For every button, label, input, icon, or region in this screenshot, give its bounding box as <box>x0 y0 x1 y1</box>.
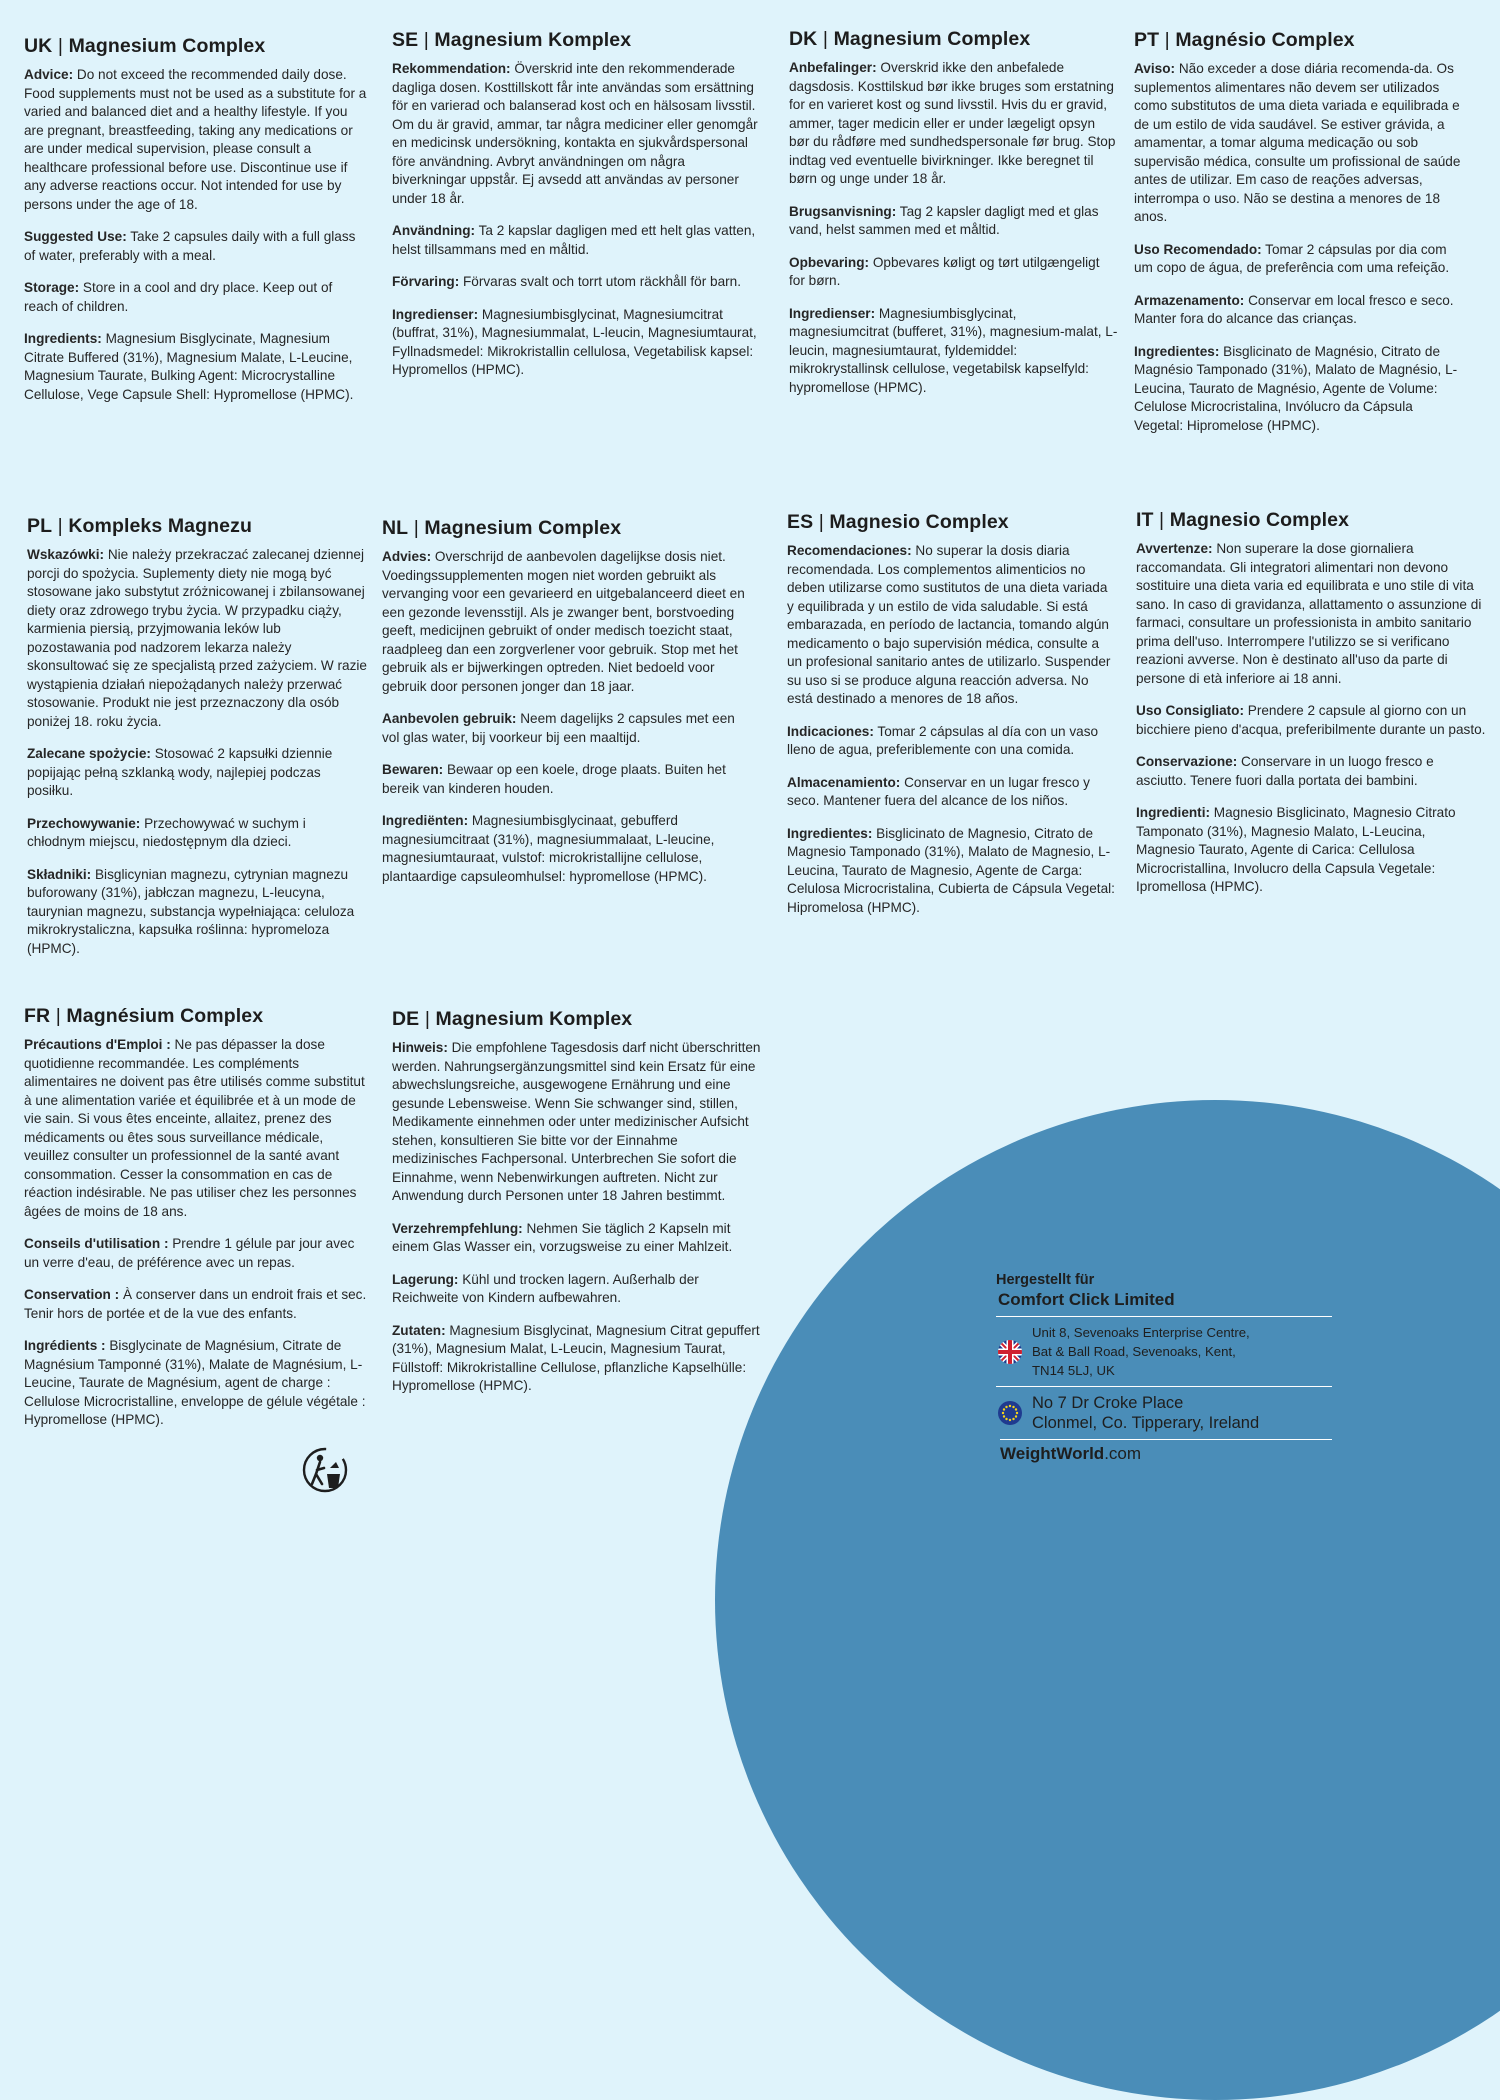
language-code: NL <box>382 517 409 539</box>
paragraph-text: Magnesiumbisglycinat, Magnesiumcitrat (buffrat, 31%), Magnesiummalat, L-leucin, Magnesiumtaurat, Fyllnadsmedel: Mikrokristallin cellulosa, Vegetabilisk kapsel: Hypromellos (HPMC). <box>392 306 757 377</box>
paragraph-label: Conservation : <box>24 1287 120 1302</box>
paragraph-label: Uso Consigliato: <box>1136 703 1244 718</box>
paragraph-text: Neem dagelijks 2 capsules met een vol glas water, bij voorkeur bij een maaltijd. <box>382 711 735 745</box>
product-title: Magnésium Complex <box>66 1005 264 1027</box>
paragraph-label: Uso Recomendado: <box>1134 241 1262 257</box>
section-paragraph <box>787 774 1117 811</box>
paragraph-label: Ingrédients : <box>24 1338 106 1353</box>
paragraph-label: Aviso: <box>1134 61 1176 76</box>
section-paragraph <box>24 66 369 214</box>
paragraph-text: Conservar en un lugar fresco y seco. Mantener fuera del alcance de los niños. <box>787 774 1090 808</box>
website-suffix: .com <box>1104 1444 1142 1463</box>
title-separator: | <box>817 28 834 50</box>
title-separator: | <box>1159 29 1176 51</box>
section-title <box>24 34 369 58</box>
language-code: PL <box>27 515 53 537</box>
section-paragraph <box>392 1322 762 1396</box>
paragraph-label: Ingredienser: <box>789 305 876 321</box>
title-separator: | <box>408 517 425 539</box>
section-title <box>392 1007 762 1031</box>
product-title: Magnesio Complex <box>1169 509 1350 531</box>
section-fr <box>24 1004 369 1444</box>
section-paragraph <box>789 254 1119 291</box>
paragraph-label: Ingredienti: <box>1136 805 1211 820</box>
section-paragraph <box>27 866 367 959</box>
section-paragraph <box>1134 292 1464 329</box>
section-paragraph <box>27 546 367 731</box>
website-name: WeightWorld <box>1000 1444 1105 1463</box>
paragraph-label: Aanbevolen gebruik: <box>382 711 517 726</box>
paragraph-text: Bisglycinate de Magnésium, Citrate de Magnésium Tamponné (31%), Malate de Magnésium, L-Leucine, Taurate de Magnésium, agent de charge : Cellulose Microcristalline, enveloppe de gélule végétale : Hypromellose (HPMC). <box>24 1338 366 1427</box>
paragraph-text: Conservar em local fresco e seco. Manter fora do alcance das crianças. <box>1134 292 1454 326</box>
paragraph-label: Zutaten: <box>392 1322 446 1338</box>
section-de <box>392 1007 762 1410</box>
paragraph-label: Advice: <box>24 67 74 82</box>
section-paragraph <box>392 60 762 208</box>
section-paragraph <box>392 306 762 380</box>
uk-flag-icon <box>998 1340 1022 1364</box>
section-paragraph <box>382 548 752 696</box>
paragraph-label: Przechowywanie: <box>27 815 141 831</box>
paragraph-text: À conserver dans un endroit frais et sec. Tenir hors de portée et de la vue des enfants. <box>24 1287 367 1321</box>
paragraph-text: Stosować 2 kapsułki dziennie popijając pełną szklanką wody, najlepiej podczas posiłku. <box>27 746 333 798</box>
paragraph-text: Store in a cool and dry place. Keep out of reach of children. <box>24 280 333 314</box>
ie-address-line: Clonmel, Co. Tipperary, Ireland <box>1032 1414 1260 1432</box>
uk-address <box>1032 1323 1250 1380</box>
paragraph-label: Anbefalinger: <box>789 60 877 75</box>
section-paragraph <box>24 1286 369 1323</box>
section-pl <box>27 514 367 972</box>
section-paragraph <box>27 815 367 852</box>
paragraph-label: Armazenamento: <box>1134 292 1245 308</box>
section-paragraph <box>787 825 1117 918</box>
paragraph-text: Conservare in un luogo fresco e asciutto. Tenere fuori dalla portata dei bambini. <box>1136 754 1434 788</box>
paragraph-label: Bewaren: <box>382 762 444 777</box>
section-paragraph <box>789 203 1119 240</box>
title-separator: | <box>419 1008 436 1030</box>
section-paragraph <box>24 1337 369 1430</box>
title-separator: | <box>52 515 69 537</box>
paragraph-label: Opbevaring: <box>789 254 870 270</box>
section-title <box>24 1004 369 1028</box>
title-separator: | <box>50 1005 67 1027</box>
section-paragraph <box>789 305 1119 398</box>
paragraph-text: Magnesio Bisglicinato, Magnesio Citrato Tamponato (31%), Magnesio Malato, L-Leucina, Magnesio Taurato, Agente di Carica: Cellulosa Microcristallina, Involucro della Capsula Vegetale: Ipromellosa (HPMC). <box>1136 805 1456 894</box>
section-title <box>392 28 762 52</box>
paragraph-text: Bisglicinato de Magnesio, Citrato de Magnesio Tamponado (31%), Malato de Magnesio, L-Leucina, Taurato de Magnesio, Agente de Carga: Celulosa Microcristalina, Cubierta de Cápsula Vegetal: Hipromelosa (HPMC). <box>787 825 1115 915</box>
section-paragraph <box>392 273 762 292</box>
section-paragraph <box>24 1036 369 1221</box>
paragraph-text: Non superare la dose giornaliera raccomandata. Gli integratori alimentari non devono sostituire una dieta varia ed equilibrata e uno stile di vita sano. In caso di gravidanza, allattamento o assunzione di farmaci, consultare un professionista in ambito sanitario prima dell'uso. Interrompere l'utilizzo se si verificano reazioni avverse. Non è destinato all'uso da parte di persone di età inferiore ai 18 anni. <box>1136 541 1482 686</box>
paragraph-text: Overschrijd de aanbevolen dagelijkse dosis niet. Voedingssupplementen mogen niet worden gebruikt als vervanging voor een gevarieerd en uitgebalanceerd dieet en een gezonde levensstijl. Als je zwanger bent, borstvoeding geeft, medicijnen gebruikt of onder medisch toezicht staat, raadpleeg dan een zorgverlener voor gebruik. Stop met het gebruik als er bijwerkingen optreden. Niet bedoeld voor gebruik door personen jonger dan 18 jaar. <box>382 549 745 694</box>
product-title: Magnesium Komplex <box>435 1008 633 1030</box>
paragraph-text: Bisglicinato de Magnésio, Citrato de Magnésio Tamponado (31%), Malato de Magnésio, L-Leucina, Taurato de Magnésio, Agente de Volume: Celulose Microcristalina, Invólucro da Cápsula Vegetal: Hipromelose (HPMC). <box>1134 343 1458 433</box>
paragraph-label: Indicaciones: <box>787 723 874 739</box>
paragraph-label: Förvaring: <box>392 274 460 289</box>
section-paragraph <box>24 228 369 265</box>
paragraph-text: Die empfohlene Tagesdosis darf nicht überschritten werden. Nahrungsergänzungsmittel sind kein Ersatz für eine abwechslungsreiche, ausgewogene Ernährung und eine gesunde Lebensweise. Wenn Sie schwanger sind, stillen, Medikamente einnehmen oder unter medizinischer Aufsicht stehen, konsultieren Sie bitte vor der Einnahme medizinisches Fachpersonal. Unterbrechen Sie sofort die Einnahme, wenn Nebenwirkungen auftreten. Nicht zur Anwendung durch Personen unter 18 Jahren bestimmt. <box>392 1040 761 1203</box>
section-it <box>1136 508 1486 911</box>
paragraph-label: Rekommendation: <box>392 61 511 76</box>
paragraph-label: Avvertenze: <box>1136 541 1213 556</box>
paragraph-label: Ingrediënten: <box>382 813 469 828</box>
section-paragraph <box>1134 343 1464 436</box>
section-paragraph <box>1136 702 1486 739</box>
paragraph-text: Do not exceed the recommended daily dose. Food supplements must not be used as a substitute for a varied and balanced diet and a healthy lifestyle. If you are pregnant, breastfeeding, taking any medications or are under medical supervision, please consult a healthcare professional before use. Discontinue use if any adverse reactions occur. Not intended for use by persons under the age of 18. <box>24 67 367 212</box>
section-paragraph <box>789 59 1119 189</box>
paragraph-text: Opbevares køligt og tørt utilgængeligt for børn. <box>789 254 1100 288</box>
uk-address-line: Bat & Ball Road, Sevenoaks, Kent, <box>1032 1344 1236 1359</box>
language-code: PT <box>1134 29 1160 51</box>
title-separator: | <box>52 35 69 57</box>
paragraph-text: Ta 2 kapslar dagligen med ett helt glas vatten, helst tillsammans med en måltid. <box>392 223 756 257</box>
section-paragraph <box>392 1220 762 1257</box>
paragraph-text: Magnesium Bisglycinat, Magnesium Citrat gepuffert (31%), Magnesium Malat, L-Leucin, Magnesium Taurat, Füllstoff: Mikrokristalline Cellulose, pflanzliche Kapselhülle: Hypromellose (HPMC). <box>392 1322 760 1393</box>
paragraph-text: Kühl und trocken lagern. Außerhalb der Reichweite von Kindern aufbewahren. <box>392 1271 699 1305</box>
section-paragraph <box>27 745 367 801</box>
paragraph-text: Tag 2 kapsler dagligt med et glas vand, helst sammen med et måltid. <box>789 203 1099 237</box>
section-paragraph <box>392 1271 762 1308</box>
paragraph-label: Användning: <box>392 223 476 238</box>
uk-address-line: Unit 8, Sevenoaks Enterprise Centre, <box>1032 1325 1250 1340</box>
product-title: Magnesium Complex <box>833 28 1031 50</box>
language-code: UK <box>24 35 53 57</box>
tidyman-recycling-icon <box>300 1444 354 1494</box>
paragraph-text: Przechowywać w suchym i chłodnym miejscu, niedostępnym dla dzieci. <box>27 815 306 849</box>
paragraph-text: Take 2 capsules daily with a full glass of water, preferably with a meal. <box>24 229 356 263</box>
company-name: Comfort Click Limited <box>998 1290 1175 1309</box>
section-dk <box>789 27 1119 411</box>
paragraph-text: Prendre 1 gélule par jour avec un verre d'eau, de préférence avec un repas. <box>24 1236 355 1270</box>
paragraph-text: Prendere 2 capsule al giorno con un bicchiere pieno d'acqua, preferibilmente durante un pasto. <box>1136 703 1486 737</box>
language-code: FR <box>24 1005 51 1027</box>
paragraph-label: Zalecane spożycie: <box>27 746 151 761</box>
paragraph-text: Tomar 2 cápsulas al día con un vaso lleno de agua, preferiblemente con una comida. <box>787 723 1099 757</box>
section-se <box>392 28 762 394</box>
paragraph-label: Précautions d'Emploi : <box>24 1037 171 1052</box>
section-title <box>789 27 1119 51</box>
section-paragraph <box>787 542 1117 709</box>
paragraph-label: Verzehrempfehlung: <box>392 1220 523 1236</box>
paragraph-label: Brugsanvisning: <box>789 203 897 219</box>
product-title: Kompleks Magnezu <box>68 515 252 537</box>
paragraph-label: Advies: <box>382 549 432 564</box>
product-title: Magnesium Complex <box>68 35 266 57</box>
section-title <box>787 510 1117 534</box>
section-title <box>1134 28 1464 52</box>
language-code: ES <box>787 511 814 533</box>
section-paragraph <box>787 723 1117 760</box>
section-paragraph <box>1134 241 1464 278</box>
paragraph-label: Ingredientes: <box>1134 343 1220 359</box>
language-code: IT <box>1136 509 1154 531</box>
language-code: DK <box>789 28 818 50</box>
paragraph-text: Överskrid inte den rekommenderade dagliga dosen. Kosttillskott får inte användas som ersättning för en varierad och balanserad kost och en hälsosam livsstil. Om du är gravid, ammar, tar några mediciner eller genomgår en medicinsk undersökning, kontakta en sjukvårdspersonal före användning. Avbryt användningen om några biverkningar uppstår. Ej avsedd att användas av personer under 18 år. <box>392 61 758 206</box>
paragraph-text: Ne pas dépasser la dose quotidienne recommandée. Les compléments alimentaires ne doivent pas être utilisés comme substitut à une alimentation variée et équilibrée et à un mode de vie sain. Si vous êtes enceinte, allaitez, prenez des médicaments ou êtes sous surveillance médicale, veuillez consulter un professionnel de la santé avant consommation. Cesser la consommation en cas de réaction indésirable. Ne pas utiliser chez les personnes âgées de moins de 18 ans. <box>24 1037 365 1219</box>
eu-flag-icon <box>998 1401 1022 1425</box>
paragraph-text: Magnesium Bisglycinate, Magnesium Citrate Buffered (31%), Magnesium Malate, L-Leucine, Magnesium Taurate, Bulking Agent: Microcrystalline Cellulose, Vege Capsule Shell: Hypromellose (HPMC). <box>24 331 354 402</box>
paragraph-text: Tomar 2 cápsulas por dia com um copo de água, de preferência com uma refeição. <box>1134 241 1450 275</box>
paragraph-text: Magnesiumbisglycinat, magnesiumcitrat (bufferet, 31%), magnesium-malat, L-leucin, magnesiumtaurat, fyldemiddel: mikrokrystallinsk cellulose, vegetabilsk kapselfyld: hypromellose (HPMC). <box>789 305 1118 395</box>
paragraph-label: Recomendaciones: <box>787 543 912 558</box>
section-paragraph <box>382 710 752 747</box>
decorative-circle <box>715 1100 1500 2100</box>
paragraph-label: Suggested Use: <box>24 229 127 244</box>
product-title: Magnesium Complex <box>424 517 622 539</box>
title-separator: | <box>813 511 830 533</box>
language-code: SE <box>392 29 419 51</box>
section-paragraph <box>1136 804 1486 897</box>
paragraph-text: Overskrid ikke den anbefalede dagsdosis. Kosttilskud bør ikke bruges som erstatning for en varieret kost og sund livsstil. Hvis du er gravid, ammer, tager medicin eller er under lægeligt opsyn bør du rådføre med sundhedspersonale før brug. Stop indtag ved eventuelle bivirkninger. Ikke beregnet til børn og unge under 18 år. <box>789 60 1116 186</box>
product-title: Magnesium Komplex <box>434 29 632 51</box>
section-paragraph <box>382 812 752 886</box>
paragraph-text: Magnesiumbisglycinaat, gebufferd magnesiumcitraat (31%), magnesiummalaat, L-leucine, magnesiumtauraat, vulstof: microkristallijne cellulose, plantaardige capsuleomhulsel: hypromellose (HPMC). <box>382 813 715 884</box>
paragraph-label: Hinweis: <box>392 1040 448 1055</box>
section-title <box>1136 508 1486 532</box>
paragraph-label: Ingredientes: <box>787 825 873 841</box>
paragraph-label: Składniki: <box>27 866 92 882</box>
paragraph-label: Lagerung: <box>392 1271 459 1287</box>
manufacturer-info <box>996 1272 1332 1464</box>
paragraph-label: Storage: <box>24 280 80 295</box>
uk-address-line: TN14 5LJ, UK <box>1032 1363 1115 1378</box>
paragraph-label: Wskazówki: <box>27 547 105 562</box>
paragraph-text: Não exceder a dose diária recomenda-da. Os suplementos alimentares não devem ser utilizados como substitutos de uma dieta variada e equilibrada e de um estilo de vida saudável. Se estiver grávida, a amamentar, a tomar alguma medicação ou sob supervisão médica, consulte um profissional de saúde antes de utilizar. Em caso de reações adversas, interrompa o uso. Não se destina a menores de 18 anos. <box>1134 61 1461 224</box>
section-paragraph <box>1134 60 1464 227</box>
paragraph-label: Ingredients: <box>24 331 102 346</box>
section-paragraph <box>24 1235 369 1272</box>
section-title <box>27 514 367 538</box>
product-title: Magnésio Complex <box>1175 29 1355 51</box>
paragraph-label: Conservazione: <box>1136 754 1238 769</box>
paragraph-text: Bisglicynian magnezu, cytrynian magnezu buforowany (31%), jabłczan magnezu, L-leucyna, taurynian magnezu, substancja wypełniająca: celuloza mikrokrystaliczna, kapsułka roślinna: hypromeloza (HPMC). <box>27 866 355 956</box>
paragraph-label: Almacenamiento: <box>787 774 901 790</box>
paragraph-text: Bewaar op een koele, droge plaats. Buiten het bereik van kinderen houden. <box>382 762 726 796</box>
paragraph-label: Ingredienser: <box>392 306 479 322</box>
section-paragraph <box>392 1039 762 1206</box>
section-uk <box>24 34 369 418</box>
made-for-label: Hergestellt für <box>996 1272 1095 1288</box>
paragraph-text: No superar la dosis diaria recomendada. Los complementos alimenticios no deben utilizarse como sustitutos de una dieta variada y equilibrada y un estilo de vida saludable. Si está embarazada, en período de lactancia, tomando algún medicamento o bajo supervisión médica, consulte a un profesional sanitario antes de utilizarlo. Suspender su uso si se produce alguna reacción adversa. No está destinado a menores de 18 años. <box>787 543 1111 706</box>
section-nl <box>382 516 752 900</box>
section-pt <box>1134 28 1464 449</box>
website[interactable] <box>1000 1439 1332 1464</box>
uk-address-row <box>996 1316 1332 1386</box>
section-paragraph <box>392 222 762 259</box>
section-paragraph <box>24 279 369 316</box>
paragraph-text: Nehmen Sie täglich 2 Kapseln mit einem Glas Wasser ein, vorzugsweise zu einer Mahlzeit. <box>392 1220 733 1254</box>
section-es <box>787 510 1117 931</box>
ie-address <box>1032 1393 1259 1433</box>
ie-address-row <box>996 1386 1332 1439</box>
section-paragraph <box>1136 753 1486 790</box>
title-separator: | <box>418 29 435 51</box>
section-paragraph <box>1136 540 1486 688</box>
section-paragraph <box>382 761 752 798</box>
section-title <box>382 516 752 540</box>
section-paragraph <box>24 330 369 404</box>
paragraph-text: Förvaras svalt och torrt utom räckhåll för barn. <box>459 274 742 289</box>
product-title: Magnesio Complex <box>829 511 1009 533</box>
ie-address-line: No 7 Dr Croke Place <box>1032 1394 1184 1412</box>
paragraph-text: Nie należy przekraczać zalecanej dziennej porcji do spożycia. Suplementy diety nie mogą być stosowane jako substytut zróżnicowanej i zbilansowanej diety oraz zdrowego trybu życia. W przypadku ciąży, karmienia piersią, przyjmowania leków lub pozostawania pod nadzorem lekarza należy skonsultować się ze specjalistą przed zażyciem. W razie wystąpienia działań niepożądanych należy przerwać stosowanie. Produkt nie jest przeznaczony dla osób poniżej 18. roku życia. <box>27 547 367 729</box>
language-code: DE <box>392 1008 420 1030</box>
title-separator: | <box>1153 509 1170 531</box>
paragraph-label: Conseils d'utilisation : <box>24 1236 169 1251</box>
